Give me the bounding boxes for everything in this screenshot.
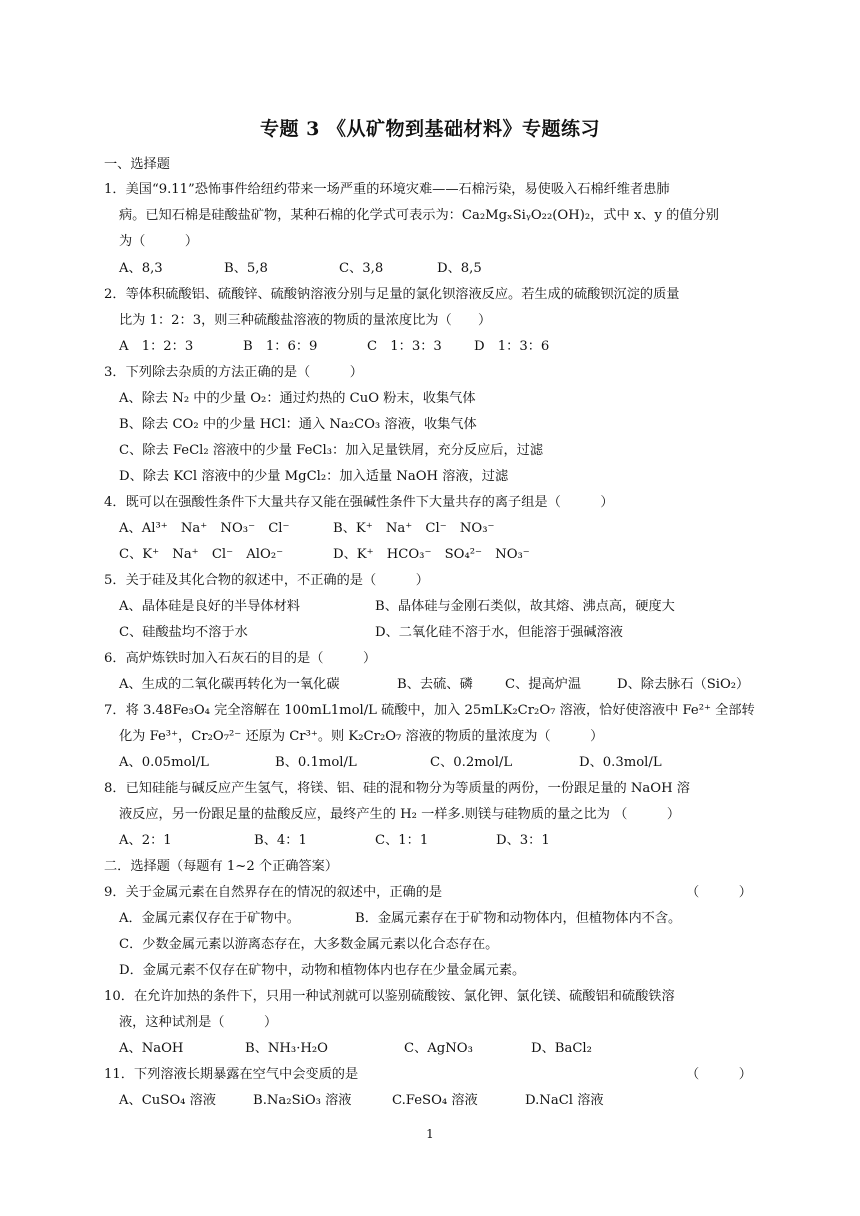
question-6-option-a: A、生成的二氧化碳再转化为一氧化碳: [119, 677, 340, 692]
question-8-line-1: 8．已知硅能与碱反应产生氢气，将镁、铝、硅的混和物分为等质量的两份，一份跟足量的 NaOH 溶: [104, 781, 690, 796]
question-10-line-1: 10．在允许加热的条件下，只用一种试剂就可以鉴别硫酸铵、氯化钾、氯化镁、硫酸铝和硫酸铁溶: [104, 989, 675, 1004]
question-11-option-d: D.NaCl 溶液: [525, 1093, 604, 1108]
question-1-option-c: C、3,8: [339, 261, 384, 276]
question-8-option-a: A、2：1: [119, 833, 172, 848]
question-8-line-2: 液反应，另一份跟足量的盐酸反应，最终产生的 H₂ 一样多.则镁与硅物质的量之比为 （ ）: [119, 807, 681, 822]
question-5-line-1: 5．关于硅及其化合物的叙述中，不正确的是（ ）: [104, 573, 429, 588]
question-3-option-c: C、除去 FeCl₂ 溶液中的少量 FeCl₃：加入足量铁屑，充分反应后，过滤: [119, 443, 544, 458]
question-8-option-d: D、3：1: [496, 833, 550, 848]
question-7-option-c: C、0.2mol/L: [430, 755, 513, 770]
question-9-option-b: B．金属元素存在于矿物和动物体内，但植物体内不含。: [355, 911, 682, 926]
question-1-line-2: 病。已知石棉是硅酸盐矿物，某种石棉的化学式可表示为：Ca₂MgₓSiᵧO₂₂(OH)₂，式中 x、y 的值分别: [119, 208, 719, 223]
question-10-option-a: A、NaOH: [119, 1041, 184, 1056]
page-number: 1: [426, 1127, 434, 1141]
question-1-option-d: D、8,5: [437, 261, 482, 276]
question-5-option-a: A、晶体硅是良好的半导体材料: [119, 599, 300, 614]
question-1-option-b: B、5,8: [224, 261, 268, 276]
question-2-option-b: B 1：6：9: [243, 339, 318, 354]
question-1-line-3: 为（ ）: [119, 234, 199, 249]
question-10-option-b: B、NH₃·H₂O: [245, 1041, 328, 1056]
question-6-option-c: C、提高炉温: [505, 677, 582, 692]
question-9-option-a: A．金属元素仅存在于矿物中。: [119, 911, 300, 926]
question-10-option-c: C、AgNO₃: [404, 1041, 473, 1056]
question-3-option-a: A、除去 N₂ 中的少量 O₂：通过灼热的 CuO 粉末，收集气体: [119, 391, 476, 406]
question-6-line-1: 6．高炉炼铁时加入石灰石的目的是（ ）: [104, 651, 377, 666]
question-4-option-c: C、K⁺ Na⁺ Cl⁻ AlO₂⁻: [119, 547, 284, 562]
question-10-option-d: D、BaCl₂: [531, 1041, 592, 1056]
question-7-line-1: 7．将 3.48Fe₃O₄ 完全溶解在 100mL1mol/L 硫酸中，加入 25mLK₂Cr₂O₇ 溶液，恰好使溶液中 Fe²⁺ 全部转: [104, 703, 755, 718]
question-7-option-d: D、0.3mol/L: [579, 755, 662, 770]
question-9-line-1: 9．关于金属元素在自然界存在的情况的叙述中，正确的是: [104, 885, 443, 900]
question-4-option-d: D、K⁺ HCO₃⁻ SO₄²⁻ NO₃⁻: [333, 547, 530, 562]
question-7-option-a: A、0.05mol/L: [119, 755, 209, 770]
question-6-option-b: B、去硫、磷: [397, 677, 473, 692]
question-2-line-1: 2．等体积硫酸铝、硫酸锌、硫酸钠溶液分别与足量的氯化钡溶液反应。若生成的硫酸钡沉淀的质量: [104, 287, 680, 302]
question-6-option-d: D、除去脉石（SiO₂）: [617, 677, 750, 692]
question-11-answer-parens: （ ）: [686, 1067, 752, 1082]
question-9-option-d: D．金属元素不仅存在矿物中，动物和植物体内也存在少量金属元素。: [119, 963, 526, 978]
question-11-option-a: A、CuSO₄ 溶液: [119, 1093, 216, 1108]
question-2-option-a: A 1：2：3: [119, 339, 194, 354]
question-7-line-2: 化为 Fe³⁺，Cr₂O₇²⁻ 还原为 Cr³⁺。则 K₂Cr₂O₇ 溶液的物质的量浓度为（ ）: [119, 729, 604, 744]
question-2-option-c: C 1：3：3: [367, 339, 442, 354]
question-2-option-d: D 1：3：6: [474, 339, 550, 354]
question-10-line-2: 液，这种试剂是（ ）: [119, 1015, 278, 1030]
section-heading-2: 二．选择题（每题有 1~2 个正确答案）: [104, 859, 339, 874]
question-8-option-b: B、4：1: [254, 833, 307, 848]
question-4-line-1: 4．既可以在强酸性条件下大量共存又能在强碱性条件下大量共存的离子组是（ ）: [104, 495, 614, 510]
question-3-option-b: B、除去 CO₂ 中的少量 HCl：通入 Na₂CO₃ 溶液，收集气体: [119, 417, 477, 432]
question-9-option-c: C．少数金属元素以游离态存在，大多数金属元素以化合态存在。: [119, 937, 499, 952]
question-9-answer-parens: （ ）: [686, 885, 752, 900]
question-5-option-d: D、二氧化硅不溶于水，但能溶于强碱溶液: [375, 625, 623, 640]
question-11-option-c: C.FeSO₄ 溶液: [392, 1093, 478, 1108]
section-heading-1: 一、选择题: [104, 157, 170, 172]
question-1-option-a: A、8,3: [119, 261, 163, 276]
question-3-option-d: D、除去 KCl 溶液中的少量 MgCl₂：加入适量 NaOH 溶液，过滤: [119, 469, 509, 484]
question-5-option-c: C、硅酸盐均不溶于水: [119, 625, 248, 640]
question-11-option-b: B.Na₂SiO₃ 溶液: [253, 1093, 352, 1108]
question-7-option-b: B、0.1mol/L: [275, 755, 357, 770]
question-2-line-2: 比为 1：2：3，则三种硫酸盐溶液的物质的量浓度比为（ ）: [119, 313, 492, 328]
document-title: 专题 3 《从矿物到基础材料》专题练习: [260, 118, 600, 140]
question-4-option-a: A、Al³⁺ Na⁺ NO₃⁻ Cl⁻: [119, 521, 290, 536]
question-4-option-b: B、K⁺ Na⁺ Cl⁻ NO₃⁻: [333, 521, 495, 536]
question-5-option-b: B、晶体硅与金刚石类似，故其熔、沸点高，硬度大: [375, 599, 675, 614]
question-3-line-1: 3．下列除去杂质的方法正确的是（ ）: [104, 365, 363, 380]
question-11-line-1: 11．下列溶液长期暴露在空气中会变质的是: [104, 1067, 359, 1082]
question-1-line-1: 1．美国“9.11”恐怖事件给纽约带来一场严重的环境灾难——石棉污染，易使吸入石棉纤维者患肺: [104, 182, 670, 197]
question-8-option-c: C、1：1: [375, 833, 429, 848]
